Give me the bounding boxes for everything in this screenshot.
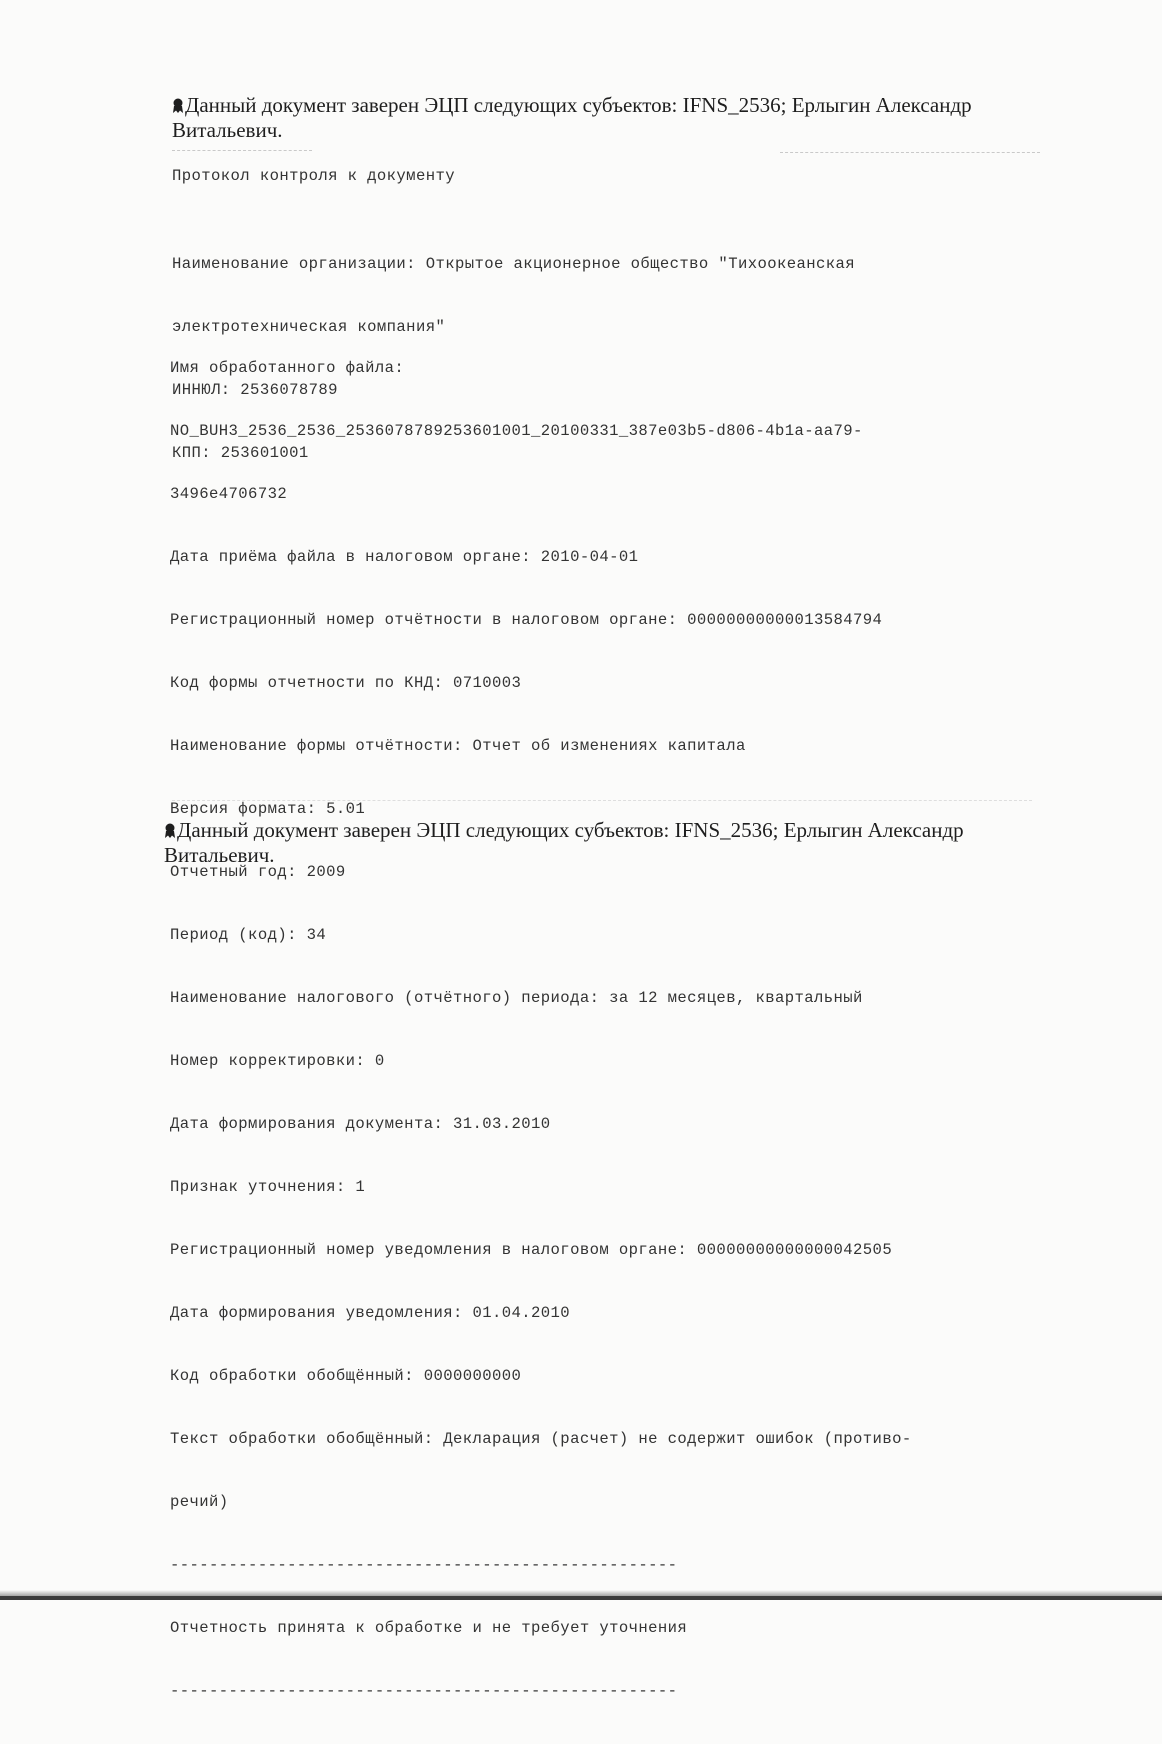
file-details-block [170,316,912,1744]
file-name-line2: 3496e4706732 [170,485,288,503]
file-name-label: Имя обработанного файла: [170,359,405,377]
signature-text-line1: Данный документ заверен ЭЦП следующих субъектов: IFNS_2536; Ерлыгин Александр [185,93,972,117]
faint-divider [780,152,1040,154]
kpp-value: КПП: 253601001 [172,444,309,462]
detail-line: Дата формирования документа: 31.03.2010 [170,1115,551,1133]
signature-notice-top [172,93,1072,143]
signature-text-line2: Витальевич. [164,843,275,867]
detail-line: Текст обработки обобщённый: Декларация (расчет) не содержит ошибок (противо- [170,1430,912,1448]
signature-text-line1: Данный документ заверен ЭЦП следующих субъектов: IFNS_2536; Ерлыгин Александр [177,818,964,842]
scan-edge-line [0,1596,1162,1600]
detail-line: Код обработки обобщённый: 0000000000 [170,1367,522,1385]
detail-line: Регистрационный номер отчётности в налоговом органе: 00000000000013584794 [170,611,883,629]
organization-name-line1: Наименование организации: Открытое акционерное общество "Тихоокеанская [172,255,856,273]
detail-line: Версия формата: 5.01 [170,800,366,818]
signature-stamp-icon [172,95,184,111]
detail-line: Код формы отчетности по КНД: 0710003 [170,674,522,692]
result-text: Отчетность принята к обработке и не требует уточнения [170,1619,688,1637]
faint-divider [172,150,312,152]
inn-value: ИННЮЛ: 2536078789 [172,381,338,399]
separator-line: ---------------------------------------------------- [170,1556,678,1574]
signature-stamp-icon [164,820,176,836]
detail-line: Номер корректировки: 0 [170,1052,385,1070]
signature-text-line2: Витальевич. [172,118,283,142]
protocol-title: Протокол контроля к документу [172,167,455,185]
faint-divider [172,800,1032,802]
detail-line: речий) [170,1493,229,1511]
signature-notice-bottom [164,818,1064,868]
detail-line: Наименование налогового (отчётного) периода: за 12 месяцев, квартальный [170,989,863,1007]
organization-name-line2: электротехническая компания" [172,318,446,336]
detail-line: Период (код): 34 [170,926,327,944]
separator-line: ---------------------------------------------------- [170,1682,678,1700]
file-name-line1: NO_BUH3_2536_2536_2536078789253601001_20100331_387e03b5-d806-4b1a-aa79- [170,422,863,440]
detail-line: Регистрационный номер уведомления в налоговом органе: 00000000000000042505 [170,1241,893,1259]
detail-line: Дата формирования уведомления: 01.04.2010 [170,1304,571,1322]
detail-line: Отчетный год: 2009 [170,863,346,881]
detail-line: Признак уточнения: 1 [170,1178,366,1196]
detail-line: Дата приёма файла в налоговом органе: 2010-04-01 [170,548,639,566]
detail-line: Наименование формы отчётности: Отчет об изменениях капитала [170,737,746,755]
